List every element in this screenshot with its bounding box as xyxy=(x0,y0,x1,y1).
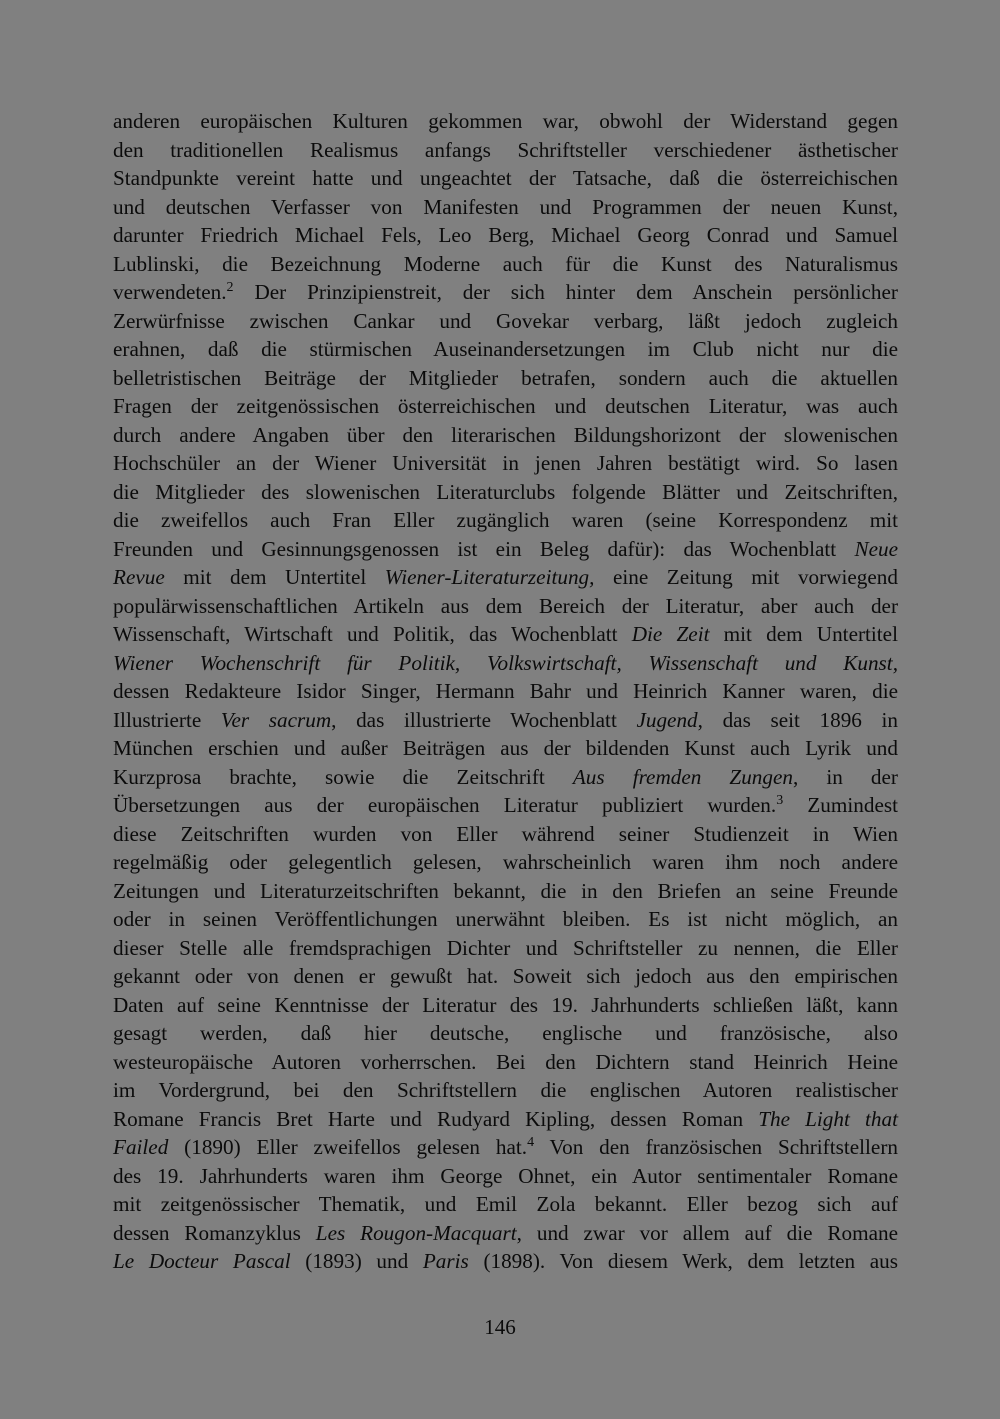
text-segment: Zerwürfnisse zwischen Cankar und Govekar verbarg, läßt jedoch zugleich xyxy=(113,308,898,333)
text-segment: , das seit 1896 in xyxy=(697,707,898,732)
footnote-marker: 3 xyxy=(776,792,784,808)
text-segment: Von den französischen Schriftstellern xyxy=(534,1135,898,1159)
italic-title: Neue xyxy=(854,536,898,561)
text-line xyxy=(113,392,898,421)
text-line xyxy=(113,563,898,592)
italic-title: Aus fremden Zungen xyxy=(572,764,793,789)
text-segment: Übersetzungen aus der europäischen Literatur publiziert wurden. xyxy=(113,793,777,817)
italic-title: Paris xyxy=(422,1249,469,1273)
text-line xyxy=(113,706,898,735)
text-line xyxy=(113,1019,898,1048)
italic-title: The Light that xyxy=(758,1106,898,1131)
text-segment: Standpunkte vereint hatte und ungeachtet der Tatsache, daß die österreichischen xyxy=(113,166,898,190)
text-segment: , das illustrierte Wochenblatt xyxy=(331,707,637,732)
text-line xyxy=(113,421,898,450)
text-segment: dessen Romanzyklus xyxy=(113,1220,316,1245)
text-line xyxy=(113,278,898,307)
text-line xyxy=(113,449,898,478)
text-line xyxy=(113,478,898,507)
text-line xyxy=(113,734,898,763)
text-line xyxy=(113,677,898,706)
text-segment: Illustrierte xyxy=(113,707,221,732)
text-segment: regelmäßig oder gelegentlich gelesen, wahrscheinlich waren ihm noch andere xyxy=(113,850,898,874)
text-line xyxy=(113,1162,898,1191)
text-line xyxy=(113,1133,898,1162)
text-segment: Hochschüler an der Wiener Universität in jenen Jahren bestätigt wird. So lasen xyxy=(113,451,898,475)
text-line xyxy=(113,1247,898,1276)
text-line xyxy=(113,535,898,564)
text-line xyxy=(113,620,898,649)
text-segment: Freunden und Gesinnungsgenossen ist ein Beleg dafür): das Wochenblatt xyxy=(113,536,855,561)
body-text xyxy=(113,107,898,1276)
text-segment: , und zwar vor allem auf die Romane xyxy=(516,1220,898,1245)
text-line xyxy=(113,905,898,934)
text-line xyxy=(113,1076,898,1105)
italic-title: Les Rougon-Macquart xyxy=(315,1220,517,1245)
text-line xyxy=(113,506,898,535)
text-line xyxy=(113,934,898,963)
text-segment: mit dem Untertitel xyxy=(709,622,898,646)
text-segment: durch andere Angaben über den literarischen Bildungshorizont der slowenischen xyxy=(113,422,898,447)
text-line xyxy=(113,649,898,678)
text-segment: eine Zeitung mit vorwiegend xyxy=(594,565,898,589)
text-line xyxy=(113,592,898,621)
text-segment: Kurzprosa brachte, sowie die Zeitschrift xyxy=(113,764,573,789)
text-line xyxy=(113,848,898,877)
text-line xyxy=(113,1105,898,1134)
text-line xyxy=(113,221,898,250)
text-segment: belletristischen Beiträge der Mitglieder betrafen, sondern auch die aktuellen xyxy=(113,365,898,390)
italic-title: Revue xyxy=(113,565,165,589)
text-segment: dessen Redakteure Isidor Singer, Hermann Bahr und Heinrich Kanner waren, die xyxy=(113,679,898,703)
text-line xyxy=(113,791,898,820)
text-segment: und deutschen Verfasser von Manifesten und Programmen der neuen Kunst, xyxy=(113,194,898,219)
text-segment: Wissenschaft, Wirtschaft und Politik, das Wochenblatt xyxy=(113,622,632,646)
text-segment: oder in seinen Veröffentlichungen unerwähnt bleiben. Es ist nicht möglich, an xyxy=(113,907,898,931)
italic-title: Le Docteur Pascal xyxy=(113,1249,291,1273)
footnote-marker: 2 xyxy=(226,279,234,295)
text-segment: gekannt oder von denen er gewußt hat. Soweit sich jedoch aus den empirischen xyxy=(113,964,898,988)
text-segment: , in der xyxy=(793,764,898,789)
text-line xyxy=(113,107,898,136)
text-segment: diese Zeitschriften wurden von Eller während seiner Studienzeit in Wien xyxy=(113,821,898,846)
text-segment: die Mitglieder des slowenischen Literaturclubs folgende Blätter und Zeitschriften, xyxy=(113,479,898,504)
italic-title: Wiener-Literaturzeitung, xyxy=(384,565,595,589)
text-segment: darunter Friedrich Michael Fels, Leo Berg, Michael Georg Conrad und Samuel xyxy=(113,223,898,247)
text-segment: im Vordergrund, bei den Schriftstellern die englischen Autoren realistischer xyxy=(113,1078,898,1102)
text-segment: (1890) Eller zweifellos gelesen hat. xyxy=(168,1135,528,1159)
text-line xyxy=(113,335,898,364)
text-segment: mit zeitgenössischer Thematik, und Emil Zola bekannt. Eller bezog sich auf xyxy=(113,1192,898,1216)
text-line xyxy=(113,962,898,991)
text-segment: dieser Stelle alle fremdsprachigen Dichter und Schriftsteller zu nennen, die Eller xyxy=(113,935,898,960)
text-line xyxy=(113,820,898,849)
text-segment: Zumindest xyxy=(783,793,898,817)
text-segment: München erschien und außer Beiträgen aus der bildenden Kunst auch Lyrik und xyxy=(113,736,898,760)
italic-title: Die Zeit xyxy=(631,622,710,646)
text-segment: die zweifellos auch Fran Eller zugänglich waren (seine Korrespondenz mit xyxy=(113,508,898,532)
text-line xyxy=(113,193,898,222)
text-segment: Daten auf seine Kenntnisse der Literatur des 19. Jahrhunderts schließen läßt, kann xyxy=(113,992,898,1017)
text-segment: verwendeten. xyxy=(113,280,227,304)
text-segment: (1898). Von diesem Werk, dem letzten aus xyxy=(468,1249,898,1273)
text-line xyxy=(113,1219,898,1248)
text-line xyxy=(113,1190,898,1219)
page-number: 146 xyxy=(484,1315,516,1339)
text-segment: erahnen, daß die stürmischen Auseinandersetzungen im Club nicht nur die xyxy=(113,337,898,361)
text-segment: Fragen der zeitgenössischen österreichischen und deutschen Literatur, was auch xyxy=(113,394,898,418)
text-segment: anderen europäischen Kulturen gekommen war, obwohl der Widerstand gegen xyxy=(113,109,898,133)
footnote-marker: 4 xyxy=(527,1134,535,1150)
text-line xyxy=(113,1048,898,1077)
text-segment: den traditionellen Realismus anfangs Schriftsteller verschiedener ästhetischer xyxy=(113,137,898,162)
text-line xyxy=(113,991,898,1020)
text-segment: Romane Francis Bret Harte und Rudyard Kipling, dessen Roman xyxy=(113,1106,759,1131)
italic-title: Failed xyxy=(113,1135,169,1159)
text-line xyxy=(113,364,898,393)
text-segment: Der Prinzipienstreit, der sich hinter dem Anschein persönlicher xyxy=(233,280,898,304)
text-segment: (1893) und xyxy=(290,1249,423,1273)
text-segment: mit dem Untertitel xyxy=(164,565,385,589)
text-segment: Zeitungen und Literaturzeitschriften bekannt, die in den Briefen an seine Freunde xyxy=(113,878,898,903)
italic-title: Wiener Wochenschrift für Politik, Volkswirtschaft, Wissenschaft und Kunst, xyxy=(113,650,898,675)
italic-title: Jugend xyxy=(636,707,698,732)
text-line xyxy=(113,136,898,165)
text-segment: Lublinski, die Bezeichnung Moderne auch für die Kunst des Naturalismus xyxy=(113,251,898,276)
italic-title: Ver sacrum xyxy=(220,707,332,732)
text-segment: gesagt werden, daß hier deutsche, englische und französische, also xyxy=(113,1021,898,1045)
text-line xyxy=(113,877,898,906)
text-line xyxy=(113,763,898,792)
text-line xyxy=(113,164,898,193)
text-line xyxy=(113,250,898,279)
text-segment: des 19. Jahrhunderts waren ihm George Ohnet, ein Autor sentimentaler Romane xyxy=(113,1163,898,1188)
text-line xyxy=(113,307,898,336)
text-segment: westeuropäische Autoren vorherrschen. Bei den Dichtern stand Heinrich Heine xyxy=(113,1049,898,1074)
text-segment: populärwissenschaftlichen Artikeln aus dem Bereich der Literatur, aber auch der xyxy=(113,593,898,618)
